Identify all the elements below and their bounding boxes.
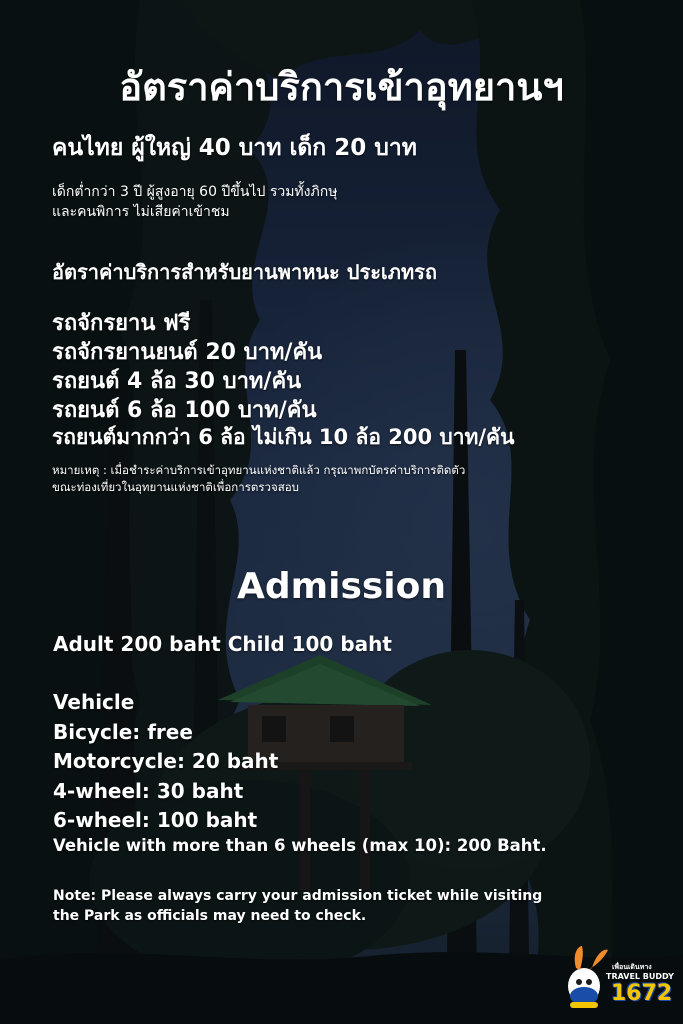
english-admission-rate: Adult 200 baht Child 100 baht <box>53 632 392 656</box>
thai-note-line-1: หมายเหตุ : เมื่อชำระค่าบริการเข้าอุทยานแห่งชาติแล้ว กรุณาพกบัตรค่าบริการติดตัว <box>52 463 466 477</box>
thai-free-entry-line-2: และคนพิการ ไม่เสียค่าเข้าชม <box>52 204 230 220</box>
english-vehicle-rate: Bicycle: free <box>53 720 193 744</box>
logo-thai-text: เพื่อนเดินทาง <box>612 963 652 971</box>
logo-brand-text: TRAVEL BUDDY <box>606 972 674 981</box>
thai-vehicle-heading: อัตราค่าบริการสำหรับยานพาหนะ ประเภทรถ <box>52 260 437 284</box>
thai-admission-rate: คนไทย ผู้ใหญ่ 40 บาท เด็ก 20 บาท <box>52 135 417 161</box>
english-vehicle-rate: 4-wheel: 30 baht <box>53 779 244 803</box>
english-note-line-2: the Park as officials may need to check. <box>53 908 367 924</box>
thai-vehicle-rate: รถยนต์มากกว่า 6 ล้อ ไม่เกิน 10 ล้อ 200 บาท/คัน <box>52 425 515 449</box>
thai-vehicle-rate: รถยนต์ 4 ล้อ 30 บาท/คัน <box>52 369 302 394</box>
thai-title: อัตราค่าบริการเข้าอุทยานฯ <box>119 65 564 109</box>
english-vehicle-heading: Vehicle <box>53 690 135 714</box>
thai-vehicle-rate: รถจักรยาน ฟรี <box>52 311 191 336</box>
english-vehicle-rate: Motorcycle: 20 baht <box>53 749 279 773</box>
english-note-line-1: Note: Please always carry your admission ticket while visiting <box>53 888 543 904</box>
thai-free-entry-line-1: เด็กต่ำกว่า 3 ปี ผู้สูงอายุ 60 ปีขึ้นไป รวมทั้งภิกษุ <box>52 184 338 200</box>
thai-vehicle-rate: รถจักรยานยนต์ 20 บาท/คัน <box>52 340 323 365</box>
english-vehicle-rate: Vehicle with more than 6 wheels (max 10): 200 Baht. <box>53 836 547 855</box>
english-vehicle-rate: 6-wheel: 100 baht <box>53 808 258 832</box>
logo-number: 1672 <box>611 981 673 1006</box>
english-title: Admission <box>236 566 447 607</box>
thai-vehicle-rate: รถยนต์ 6 ล้อ 100 บาท/คัน <box>52 398 317 423</box>
thai-note-line-2: ขณะท่องเที่ยวในอุทยานแห่งชาติเพื่อการตรวจสอบ <box>52 480 299 494</box>
